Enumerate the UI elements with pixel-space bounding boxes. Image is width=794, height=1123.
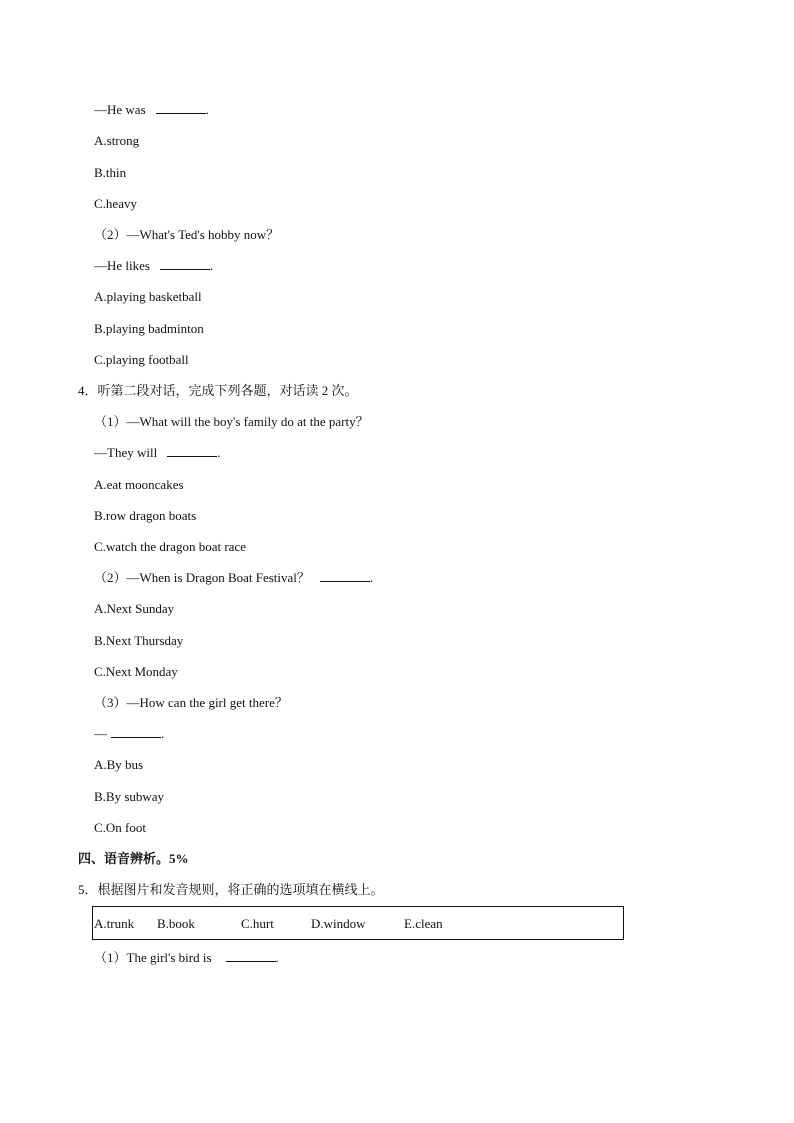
option-a: A.playing basketball xyxy=(94,289,202,304)
option-b: B.book xyxy=(157,916,195,931)
option-a: A.Next Sunday xyxy=(94,601,175,616)
answer-blank[interactable] xyxy=(320,570,370,582)
option-b: B.playing badminton xyxy=(94,321,204,336)
option-e: E.clean xyxy=(404,916,443,931)
option-c: C.On foot xyxy=(94,820,146,835)
answer-blank[interactable] xyxy=(226,950,276,962)
sub-question: （3）—How can the girl get there？ xyxy=(94,695,288,710)
answer-blank[interactable] xyxy=(167,445,217,457)
question-title: 4．听第二段对话，完成下列各题，对话读 2 次。 xyxy=(78,383,358,398)
sub-question: （2）—When is Dragon Boat Festival？ . xyxy=(94,570,374,585)
sub-question: （2）—What's Ted's hobby now？ xyxy=(94,227,280,242)
answer-line: —He was . xyxy=(94,102,209,117)
option-a: A.eat mooncakes xyxy=(94,477,184,492)
question-title: 5．根据图片和发音规则，将正确的选项填在横线上。 xyxy=(78,882,384,897)
option-a: A.strong xyxy=(94,133,140,148)
option-c: C.playing football xyxy=(94,352,189,367)
option-c: C.watch the dragon boat race xyxy=(94,539,246,554)
option-b: B.thin xyxy=(94,165,127,180)
answer-blank[interactable] xyxy=(160,258,210,270)
section-heading: 四、语音辨析。5% xyxy=(78,851,189,866)
answer-blank[interactable] xyxy=(156,102,206,114)
sub-question: （1）—What will the boy's family do at the party？ xyxy=(94,414,369,429)
option-b: B.Next Thursday xyxy=(94,633,184,648)
option-c: C.heavy xyxy=(94,196,137,211)
sub-question: （1）The girl's bird is . xyxy=(94,950,279,965)
answer-line: —They will . xyxy=(94,445,221,460)
answer-line: —He likes . xyxy=(94,258,214,273)
option-a: A.By bus xyxy=(94,757,144,772)
option-c: C.Next Monday xyxy=(94,664,178,679)
option-a: A.trunk xyxy=(94,916,135,931)
option-d: D.window xyxy=(311,916,366,931)
option-c: C.hurt xyxy=(241,916,274,931)
answer-blank[interactable] xyxy=(111,726,161,738)
option-b: B.By subway xyxy=(94,789,165,804)
option-b: B.row dragon boats xyxy=(94,508,197,523)
answer-line: — . xyxy=(94,726,165,741)
options-box xyxy=(92,906,624,940)
